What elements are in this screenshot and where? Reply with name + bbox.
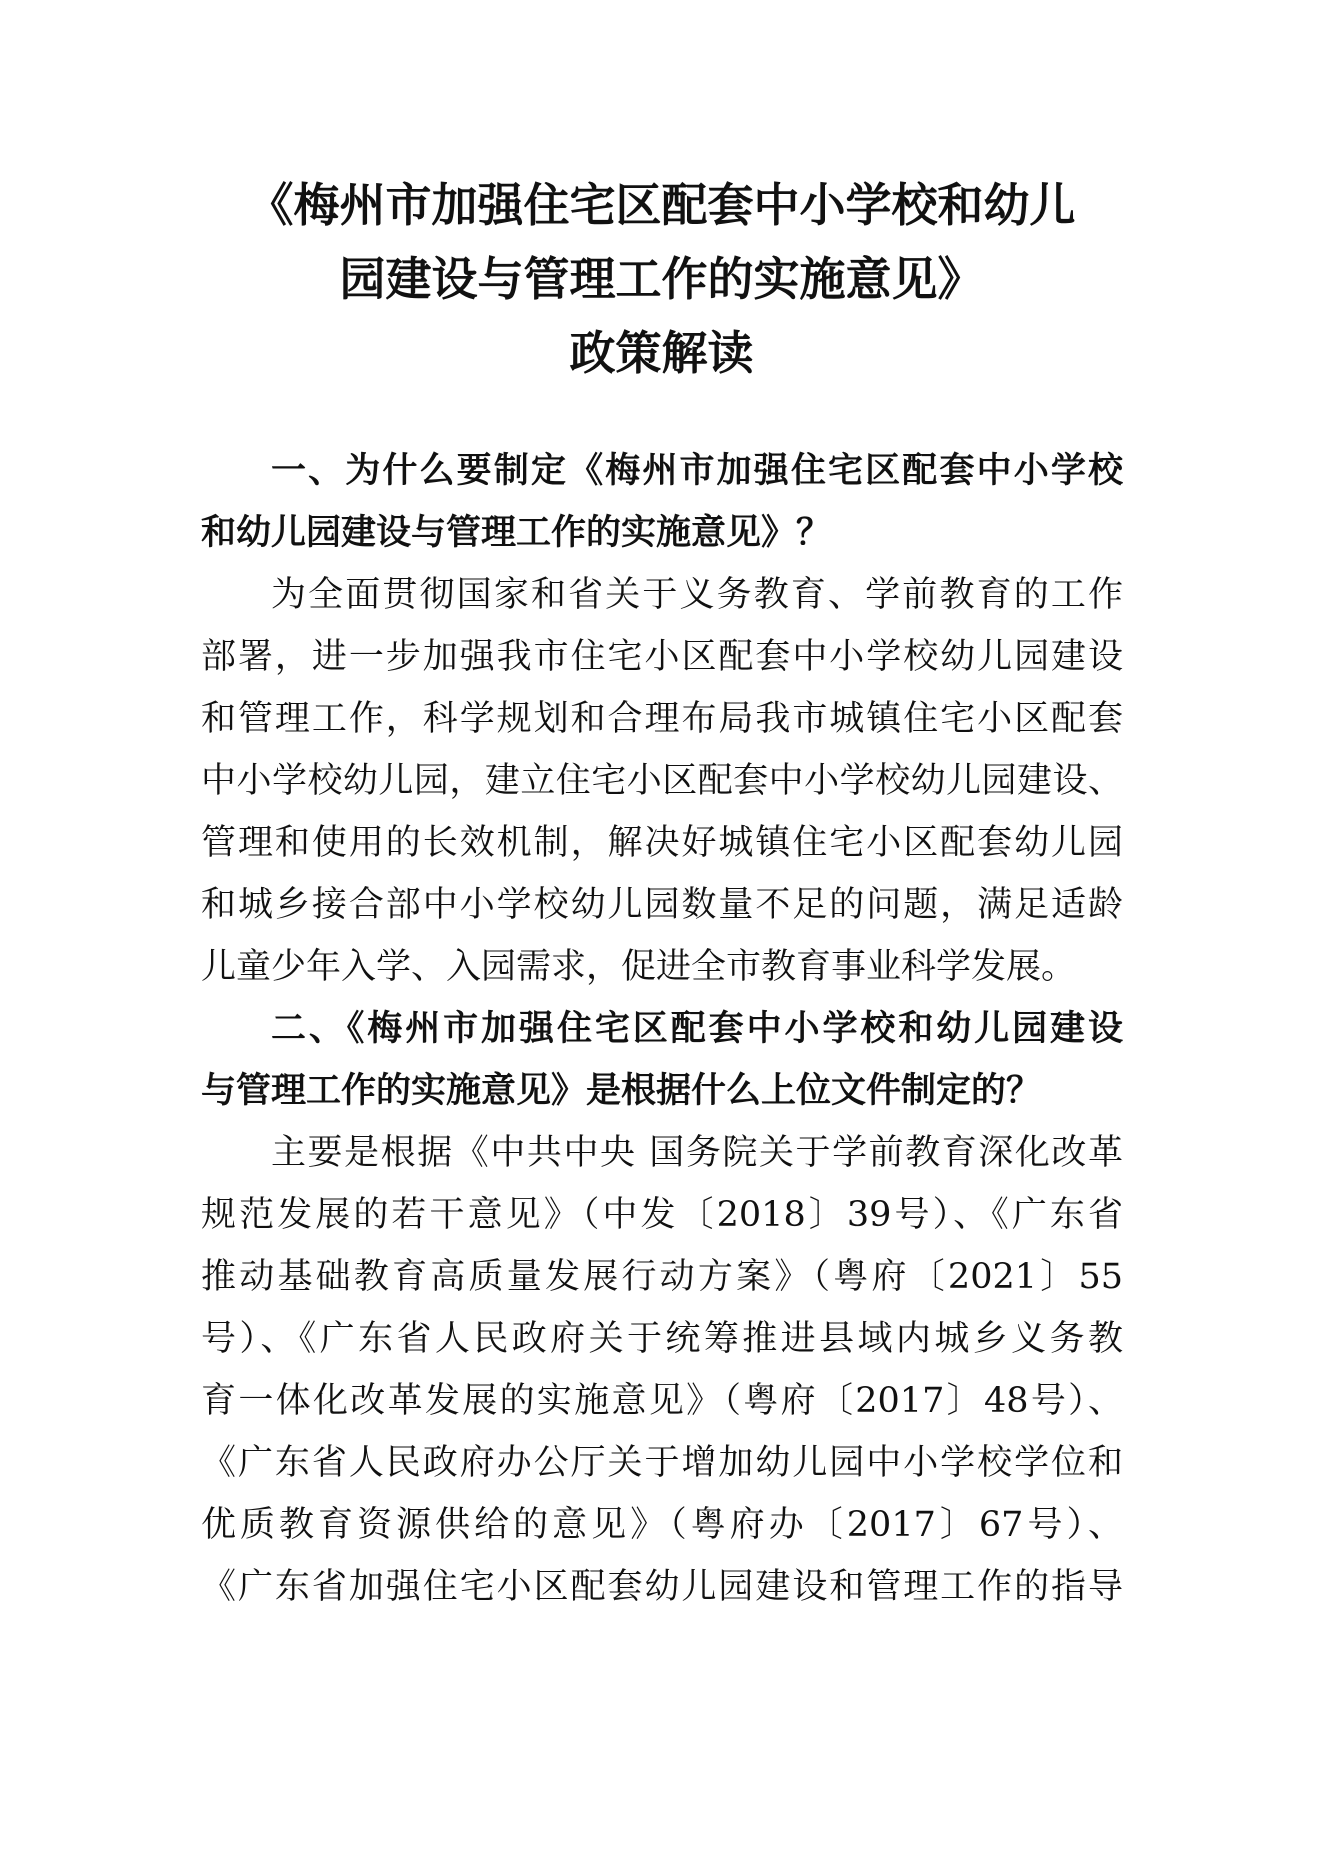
paragraph-line: 推动基础教育高质量发展行动方案》（粤府〔2021〕55 (201, 1257, 1123, 1297)
paragraph-line: 和管理工作，科学规划和合理布局我市城镇住宅小区配套 (201, 699, 1123, 739)
paragraph-line: 和城乡接合部中小学校幼儿园数量不足的问题，满足适龄 (201, 885, 1123, 925)
heading-line: 和幼儿园建设与管理工作的实施意见》？ (201, 513, 832, 553)
paragraph-line: 《广东省人民政府办公厅关于增加幼儿园中小学校学位和 (201, 1443, 1123, 1483)
paragraph-line: 为全面贯彻国家和省关于义务教育、学前教育的工作 (271, 575, 1123, 615)
paragraph-line: 育一体化改革发展的实施意见》（粤府〔2017〕48号）、 (201, 1381, 1123, 1421)
document-body (201, 440, 1123, 1618)
heading-line: 一、为什么要制定《梅州市加强住宅区配套中小学校 (271, 451, 1123, 491)
paragraph-line: 儿童少年入学、入园需求，促进全市教育事业科学发展。 (201, 947, 1077, 987)
section-2-paragraph (201, 1122, 1123, 1618)
paragraph-line: 管理和使用的长效机制，解决好城镇住宅小区配套幼儿园 (201, 823, 1123, 863)
paragraph-line: 规范发展的若干意见》（中发〔2018〕39号）、《广东省 (201, 1195, 1123, 1235)
paragraph-line: 《广东省加强住宅小区配套幼儿园建设和管理工作的指导 (201, 1567, 1123, 1607)
paragraph-line: 中小学校幼儿园，建立住宅小区配套中小学校幼儿园建设、 (201, 761, 1123, 801)
title-line: 园建设与管理工作的实施意见》 (339, 252, 984, 306)
paragraph-line: 主要是根据《中共中央 国务院关于学前教育深化改革 (271, 1133, 1123, 1173)
section-1-paragraph (201, 564, 1123, 998)
title-line: 政策解读 (569, 326, 754, 380)
document-title (200, 168, 1123, 390)
paragraph-line: 部署，进一步加强我市住宅小区配套中小学校幼儿园建设 (201, 637, 1123, 677)
title-line: 《梅州市加强住宅区配套中小学校和幼儿 (247, 178, 1076, 232)
heading-line: 二、《梅州市加强住宅区配套中小学校和幼儿园建设 (271, 1009, 1123, 1049)
paragraph-line: 号）、《广东省人民政府关于统筹推进县域内城乡义务教 (201, 1319, 1123, 1359)
paragraph-line: 优质教育资源供给的意见》（粤府办〔2017〕67号）、 (201, 1505, 1123, 1545)
heading-line: 与管理工作的实施意见》是根据什么上位文件制定的？ (201, 1071, 1042, 1111)
section-2-heading (201, 998, 1123, 1122)
section-1-heading (201, 440, 1123, 564)
